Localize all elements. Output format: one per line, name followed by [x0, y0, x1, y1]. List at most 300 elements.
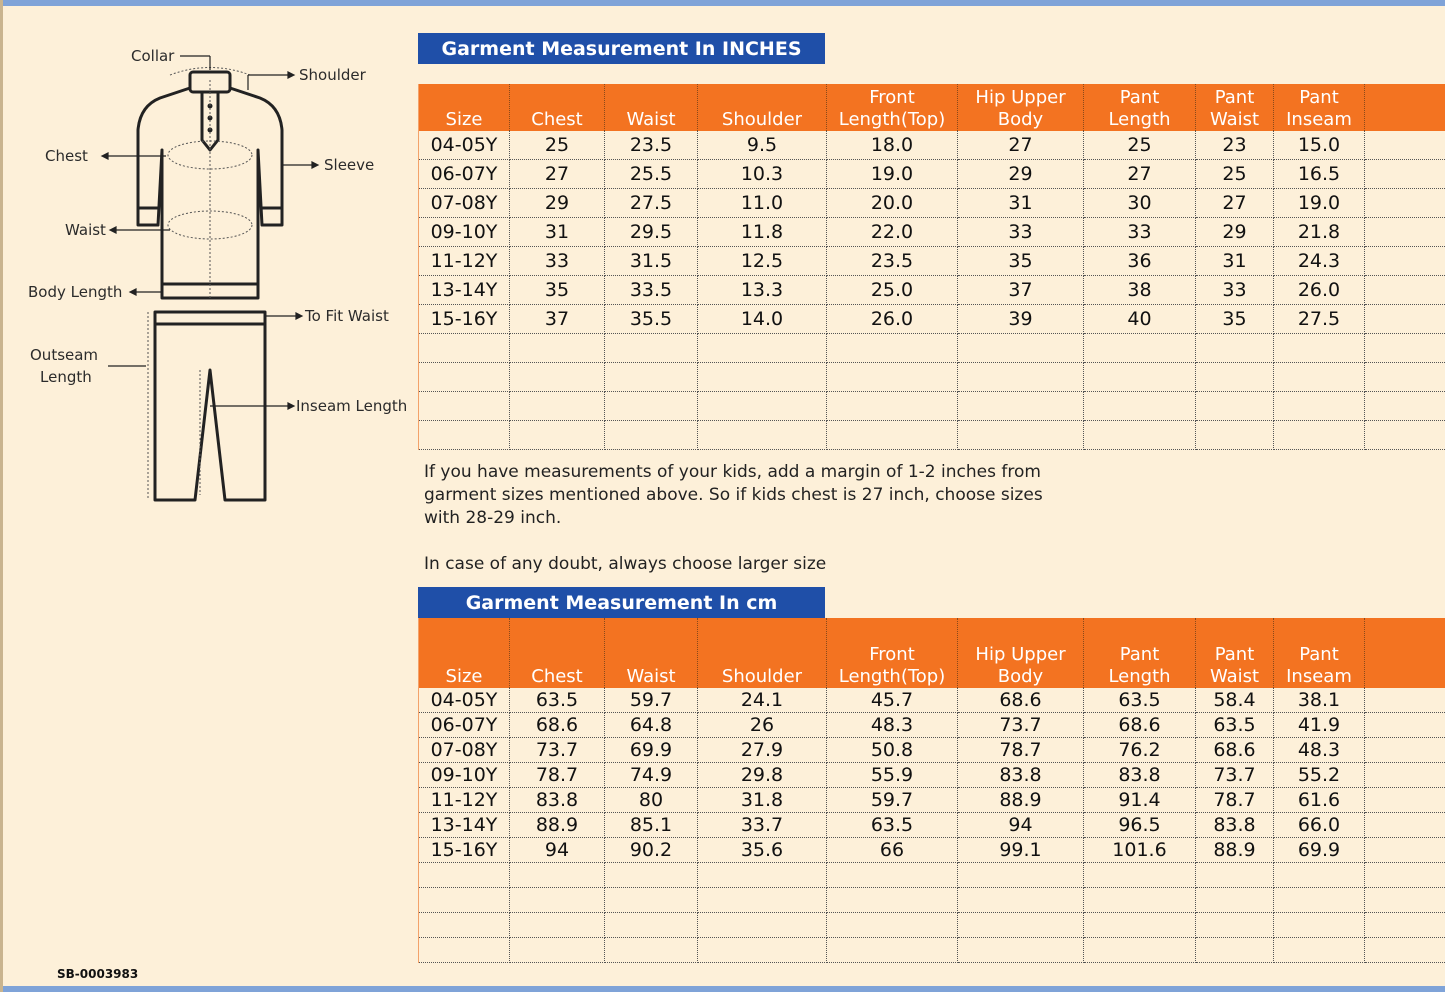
measurement-cell: 66.0: [1274, 813, 1365, 838]
measurement-cell: [1365, 247, 1445, 276]
measurement-cell: [1274, 938, 1365, 963]
margin-note: [424, 461, 1064, 530]
measurement-cell: 64.8: [605, 713, 698, 738]
measurement-cell: 76.2: [1084, 738, 1196, 763]
table-row: [419, 738, 1445, 763]
measurement-cell: 33.5: [605, 276, 698, 305]
column-header-line: Shoulder: [721, 109, 803, 130]
measurement-cell: [1196, 863, 1274, 888]
column-header-line: [1367, 109, 1443, 131]
measurement-cell: 23.5: [605, 131, 698, 160]
table-row: [419, 131, 1445, 160]
measurement-cell: 18.0: [827, 131, 958, 160]
size-cell: 13-14Y: [419, 813, 510, 838]
column-header-line: Body: [997, 109, 1044, 130]
column-header: [605, 84, 698, 131]
measurement-cell: 68.6: [510, 713, 605, 738]
measurement-cell: 69.9: [1274, 838, 1365, 863]
measurement-cell: 9.5: [698, 131, 827, 160]
measurement-cell: 29.5: [605, 218, 698, 247]
measurement-cell: 48.3: [1274, 738, 1365, 763]
measurement-cell: [958, 863, 1084, 888]
top-border: [0, 0, 1445, 6]
measurement-cell: 59.7: [605, 688, 698, 713]
measurement-cell: 73.7: [958, 713, 1084, 738]
size-cell: 07-08Y: [419, 738, 510, 763]
measurement-cell: [1365, 788, 1445, 813]
measurement-cell: 25: [1196, 160, 1274, 189]
column-header-line: Length(Top): [838, 109, 946, 130]
column-header-line: Waist: [1209, 666, 1260, 687]
measurement-cell: [1365, 738, 1445, 763]
measurement-cell: [698, 863, 827, 888]
measurement-cell: 55.2: [1274, 763, 1365, 788]
measurement-cell: [1196, 392, 1274, 421]
measurement-cell: [1365, 160, 1445, 189]
measurement-cell: [698, 913, 827, 938]
measurement-cell: [1084, 392, 1196, 421]
measurement-cell: 48.3: [827, 713, 958, 738]
measurement-cell: 27.9: [698, 738, 827, 763]
sleeve-label: Sleeve: [324, 156, 375, 174]
column-header-line: Body: [997, 666, 1044, 687]
measurement-cell: 31: [1196, 247, 1274, 276]
measurement-cell: 27: [958, 131, 1084, 160]
measurement-cell: 59.7: [827, 788, 958, 813]
inseam-length-label: Inseam Length: [296, 397, 408, 415]
column-header-line: Shoulder: [721, 666, 803, 687]
column-header-line: Inseam: [1286, 109, 1352, 130]
measurement-cell: 83.8: [1196, 813, 1274, 838]
size-cell: 11-12Y: [419, 788, 510, 813]
measurement-cell: 94: [510, 838, 605, 863]
measurement-cell: 38.1: [1274, 688, 1365, 713]
margin-note-line3: with 28-29 inch.: [424, 508, 562, 528]
size-cell: [419, 863, 510, 888]
measurement-cell: 16.5: [1274, 160, 1365, 189]
measurement-cell: [958, 334, 1084, 363]
column-header: [1365, 618, 1445, 688]
size-cell: 15-16Y: [419, 838, 510, 863]
measurement-cell: 31.8: [698, 788, 827, 813]
column-header-line: Pant: [1299, 644, 1339, 665]
inches-title-banner: Garment Measurement In INCHES: [418, 33, 825, 64]
measurement-cell: [958, 938, 1084, 963]
cm-title-banner: Garment Measurement In cm: [418, 587, 825, 618]
measurement-cell: 26.0: [827, 305, 958, 334]
measurement-cell: [605, 334, 698, 363]
size-cell: 15-16Y: [419, 305, 510, 334]
column-header-line: [1367, 644, 1443, 666]
measurement-cell: [510, 863, 605, 888]
column-header-line: Front: [869, 644, 915, 665]
column-header-line: Size: [445, 109, 483, 130]
table-row: [419, 421, 1445, 450]
measurement-cell: 41.9: [1274, 713, 1365, 738]
column-header-line: Size: [445, 666, 483, 687]
measurement-cell: 20.0: [827, 189, 958, 218]
header-row: [419, 84, 1445, 131]
measurement-cell: [1274, 888, 1365, 913]
column-header: [419, 618, 510, 688]
outseam-label-line2: Length: [40, 368, 92, 386]
shoulder-label: Shoulder: [299, 66, 366, 84]
measurement-cell: [1084, 913, 1196, 938]
size-cell: 07-08Y: [419, 189, 510, 218]
margin-note-line2: garment sizes mentioned above. So if kids chest is 27 inch, choose sizes: [424, 485, 1043, 505]
measurement-cell: 11.0: [698, 189, 827, 218]
measurement-cell: [1274, 334, 1365, 363]
measurement-cell: 19.0: [827, 160, 958, 189]
table-row: [419, 392, 1445, 421]
measurement-cell: 23.5: [827, 247, 958, 276]
measurement-cell: [605, 392, 698, 421]
measurement-cell: [1365, 688, 1445, 713]
measurement-cell: 63.5: [1084, 688, 1196, 713]
size-cell: [419, 913, 510, 938]
measurement-cell: 45.7: [827, 688, 958, 713]
size-cell: 04-05Y: [419, 688, 510, 713]
measurement-cell: 24.3: [1274, 247, 1365, 276]
measurement-cell: 69.9: [605, 738, 698, 763]
size-cell: 09-10Y: [419, 763, 510, 788]
measurement-cell: [1365, 363, 1445, 392]
column-header: [605, 618, 698, 688]
left-border: [0, 0, 3, 992]
measurement-cell: [605, 863, 698, 888]
measurement-cell: 80: [605, 788, 698, 813]
table-row: [419, 189, 1445, 218]
measurement-cell: 37: [510, 305, 605, 334]
column-header-line: Waist: [626, 666, 676, 687]
measurement-cell: [510, 913, 605, 938]
measurement-cell: 73.7: [510, 738, 605, 763]
measurement-cell: 23: [1196, 131, 1274, 160]
measurement-cell: 13.3: [698, 276, 827, 305]
table-row: [419, 688, 1445, 713]
size-cell: 13-14Y: [419, 276, 510, 305]
measurement-cell: [958, 363, 1084, 392]
measurement-cell: 10.3: [698, 160, 827, 189]
measurement-cell: 68.6: [958, 688, 1084, 713]
size-cell: 11-12Y: [419, 247, 510, 276]
measurement-cell: [1365, 218, 1445, 247]
measurement-cell: [1196, 334, 1274, 363]
table-row: [419, 247, 1445, 276]
measurement-cell: 29: [1196, 218, 1274, 247]
measurement-cell: 88.9: [958, 788, 1084, 813]
measurement-cell: [510, 392, 605, 421]
table-row: [419, 788, 1445, 813]
column-header: [827, 84, 958, 131]
column-header-line: Hip Upper: [975, 87, 1066, 108]
measurement-cell: [1365, 938, 1445, 963]
column-header-line: Pant: [1214, 644, 1255, 665]
column-header: [1084, 618, 1196, 688]
measurement-cell: [1365, 131, 1445, 160]
column-header-line: Length: [1108, 109, 1171, 130]
column-header-line: [607, 644, 695, 666]
measurement-cell: [827, 913, 958, 938]
product-code: SB-0003983: [57, 967, 139, 981]
waist-label: Waist: [65, 221, 106, 239]
measurement-cell: 73.7: [1196, 763, 1274, 788]
measurement-cell: 25.5: [605, 160, 698, 189]
measurement-cell: [1365, 813, 1445, 838]
column-header: [958, 84, 1084, 131]
size-cell: [419, 888, 510, 913]
measurement-cell: [1365, 189, 1445, 218]
column-header-line: [1367, 87, 1443, 109]
size-cell: 06-07Y: [419, 713, 510, 738]
measurement-cell: [827, 888, 958, 913]
measurement-cell: 33: [1196, 276, 1274, 305]
measurement-cell: 35.5: [605, 305, 698, 334]
measurement-cell: 21.8: [1274, 218, 1365, 247]
table-row: [419, 363, 1445, 392]
measurement-cell: 35: [958, 247, 1084, 276]
measurement-cell: 14.0: [698, 305, 827, 334]
measurement-cell: 90.2: [605, 838, 698, 863]
measurement-cell: [1274, 392, 1365, 421]
measurement-cell: [1365, 863, 1445, 888]
measurement-cell: 68.6: [1196, 738, 1274, 763]
measurement-cell: [510, 334, 605, 363]
column-header: [510, 618, 605, 688]
measurement-cell: 31: [510, 218, 605, 247]
measurement-cell: [1084, 363, 1196, 392]
column-header: [419, 84, 510, 131]
measurement-cell: 31.5: [605, 247, 698, 276]
garment-diagram: [20, 40, 420, 520]
measurement-cell: [698, 392, 827, 421]
measurement-cell: 33: [510, 247, 605, 276]
measurement-cell: [958, 888, 1084, 913]
column-header-line: Length(Top): [838, 666, 946, 687]
measurement-cell: 33.7: [698, 813, 827, 838]
measurement-cell: [1365, 334, 1445, 363]
measurement-cell: 83.8: [958, 763, 1084, 788]
measurement-cell: 35: [510, 276, 605, 305]
measurement-cell: [1274, 863, 1365, 888]
measurement-cell: [510, 888, 605, 913]
measurement-cell: 61.6: [1274, 788, 1365, 813]
size-cell: 04-05Y: [419, 131, 510, 160]
measurement-cell: [1196, 913, 1274, 938]
column-header-line: [700, 644, 824, 666]
table-row: [419, 334, 1445, 363]
measurement-cell: [1196, 363, 1274, 392]
size-cell: 06-07Y: [419, 160, 510, 189]
measurement-cell: [510, 421, 605, 450]
measurement-cell: [605, 913, 698, 938]
column-header-line: Pant: [1299, 87, 1339, 108]
measurement-cell: [1196, 888, 1274, 913]
measurement-cell: 25: [510, 131, 605, 160]
measurement-cell: 39: [958, 305, 1084, 334]
column-header-line: Chest: [531, 109, 583, 130]
column-header: [510, 84, 605, 131]
table-row: [419, 305, 1445, 334]
measurement-cell: 31: [958, 189, 1084, 218]
measurement-cell: 25.0: [827, 276, 958, 305]
measurement-cell: 30: [1084, 189, 1196, 218]
column-header-line: [421, 87, 507, 109]
measurement-cell: 29: [510, 189, 605, 218]
measurement-cell: 26: [698, 713, 827, 738]
column-header: [958, 618, 1084, 688]
column-header: [1274, 84, 1365, 131]
column-header-line: Front: [869, 87, 915, 108]
measurement-cell: [605, 363, 698, 392]
measurement-cell: 74.9: [605, 763, 698, 788]
measurement-cell: 68.6: [1084, 713, 1196, 738]
measurement-cell: 35.6: [698, 838, 827, 863]
table-row: [419, 913, 1445, 938]
cm-measurement-table: [418, 618, 1445, 963]
size-cell: [419, 363, 510, 392]
measurement-cell: 55.9: [827, 763, 958, 788]
measurement-cell: 94: [958, 813, 1084, 838]
measurement-cell: [605, 938, 698, 963]
measurement-cell: [827, 938, 958, 963]
measurement-cell: 29.8: [698, 763, 827, 788]
column-header: [698, 618, 827, 688]
column-header-line: [1367, 666, 1443, 688]
size-cell: [419, 392, 510, 421]
measurement-cell: 40: [1084, 305, 1196, 334]
measurement-cell: [1365, 421, 1445, 450]
column-header: [827, 618, 958, 688]
column-header-line: Waist: [626, 109, 676, 130]
bottom-border: [0, 986, 1445, 992]
measurement-cell: [1084, 421, 1196, 450]
column-header-line: Hip Upper: [975, 644, 1066, 665]
measurement-cell: 96.5: [1084, 813, 1196, 838]
measurement-cell: [698, 938, 827, 963]
measurement-cell: [1365, 276, 1445, 305]
measurement-cell: 29: [958, 160, 1084, 189]
measurement-cell: [1084, 888, 1196, 913]
column-header: [1274, 618, 1365, 688]
measurement-cell: 37: [958, 276, 1084, 305]
measurement-cell: 66: [827, 838, 958, 863]
column-header: [698, 84, 827, 131]
table-row: [419, 938, 1445, 963]
measurement-cell: 78.7: [1196, 788, 1274, 813]
table-row: [419, 276, 1445, 305]
measurement-cell: 24.1: [698, 688, 827, 713]
column-header-line: [607, 87, 695, 109]
measurement-cell: 33: [1084, 218, 1196, 247]
measurement-cell: [827, 421, 958, 450]
measurement-cell: [605, 421, 698, 450]
measurement-cell: [698, 363, 827, 392]
measurement-cell: [1365, 392, 1445, 421]
measurement-cell: [1084, 334, 1196, 363]
measurement-cell: [1365, 305, 1445, 334]
column-header: [1084, 84, 1196, 131]
table-row: [419, 838, 1445, 863]
measurement-cell: 91.4: [1084, 788, 1196, 813]
size-cell: 09-10Y: [419, 218, 510, 247]
measurement-cell: 27: [510, 160, 605, 189]
size-cell: [419, 938, 510, 963]
measurement-cell: 78.7: [510, 763, 605, 788]
measurement-cell: 27: [1084, 160, 1196, 189]
size-cell: [419, 334, 510, 363]
column-header: [1196, 84, 1274, 131]
measurement-cell: [1274, 913, 1365, 938]
measurement-cell: [605, 888, 698, 913]
column-header-line: Pant: [1214, 87, 1255, 108]
table-row: [419, 863, 1445, 888]
measurement-cell: 35: [1196, 305, 1274, 334]
measurement-cell: 33: [958, 218, 1084, 247]
measurement-cell: [827, 363, 958, 392]
column-header-line: [512, 87, 602, 109]
to-fit-waist-label: To Fit Waist: [305, 307, 389, 325]
column-header: [1365, 84, 1445, 131]
measurement-cell: 15.0: [1274, 131, 1365, 160]
table-row: [419, 763, 1445, 788]
measurement-cell: 27: [1196, 189, 1274, 218]
measurement-cell: [510, 938, 605, 963]
outseam-label-line1: Outseam: [30, 346, 99, 364]
measurement-cell: [958, 392, 1084, 421]
table-row: [419, 713, 1445, 738]
measurement-cell: [510, 363, 605, 392]
column-header-line: [421, 644, 507, 666]
measurement-cell: [958, 913, 1084, 938]
measurement-cell: [1365, 913, 1445, 938]
measurement-cell: 58.4: [1196, 688, 1274, 713]
column-header-line: Length: [1108, 666, 1171, 687]
measurement-cell: 63.5: [510, 688, 605, 713]
measurement-cell: [827, 334, 958, 363]
measurement-cell: 12.5: [698, 247, 827, 276]
measurement-cell: [958, 421, 1084, 450]
measurement-cell: [1365, 888, 1445, 913]
body-length-label: Body Length: [28, 283, 123, 301]
measurement-cell: [698, 334, 827, 363]
collar-label: Collar: [131, 47, 175, 65]
measurement-cell: [698, 421, 827, 450]
table-row: [419, 218, 1445, 247]
measurement-cell: 26.0: [1274, 276, 1365, 305]
measurement-cell: [698, 888, 827, 913]
measurement-cell: 50.8: [827, 738, 958, 763]
column-header-line: Inseam: [1286, 666, 1352, 687]
measurement-cell: 63.5: [1196, 713, 1274, 738]
column-header-line: Chest: [531, 666, 583, 687]
measurement-cell: [1196, 421, 1274, 450]
measurement-cell: 36: [1084, 247, 1196, 276]
measurement-cell: 85.1: [605, 813, 698, 838]
measurement-cell: [1274, 421, 1365, 450]
column-header-line: [700, 87, 824, 109]
column-header-line: Pant: [1119, 644, 1160, 665]
measurement-cell: 78.7: [958, 738, 1084, 763]
table-row: [419, 160, 1445, 189]
header-row: [419, 618, 1445, 688]
measurement-cell: [1365, 838, 1445, 863]
measurement-cell: 27.5: [1274, 305, 1365, 334]
measurement-cell: [827, 863, 958, 888]
measurement-cell: 99.1: [958, 838, 1084, 863]
inches-measurement-table: [418, 84, 1445, 450]
measurement-cell: [1365, 713, 1445, 738]
